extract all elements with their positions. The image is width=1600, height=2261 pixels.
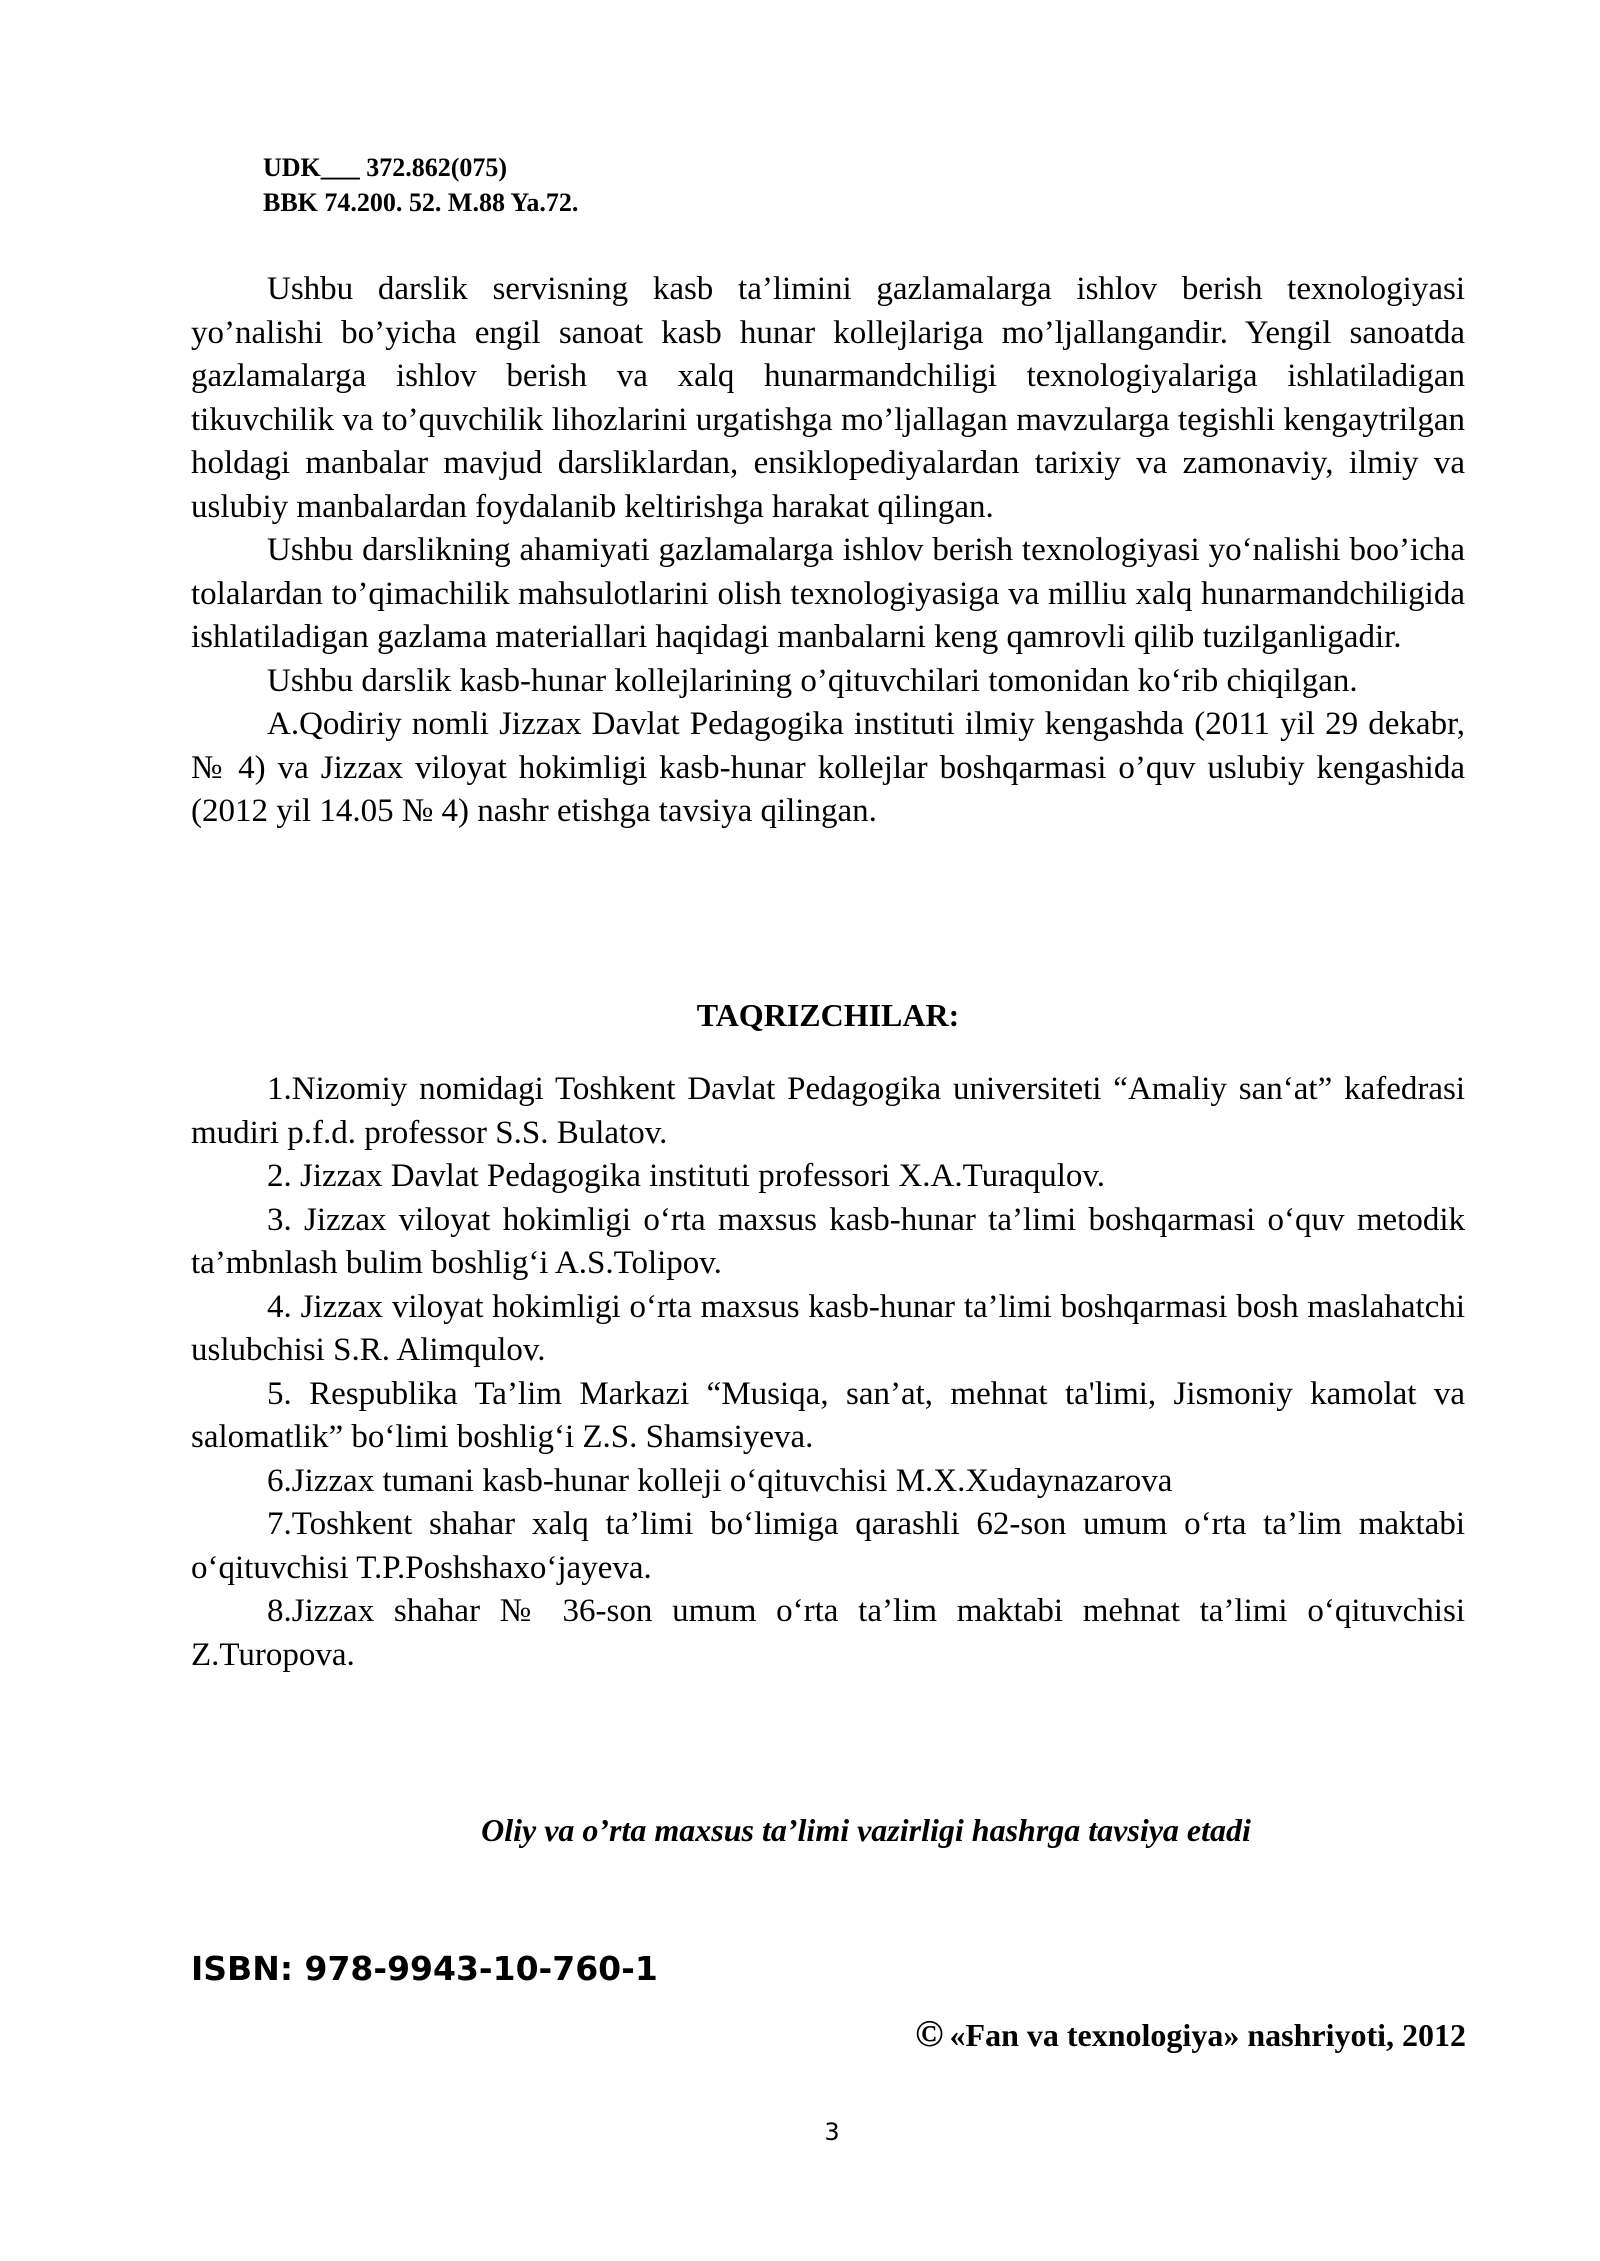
reviewers-list — [191, 1068, 1465, 1677]
annotation-text — [191, 268, 1465, 834]
reviewer-item: 6.Jizzax tumani kasb-hunar kolleji o‘qituvchisi M.X.Xudaynazarova — [267, 1462, 1173, 1499]
reviewer-item: 5. Respublika Ta’lim Markazi “Musiqa, san’at, mehnat ta'limi, Jismoniy kamolat va salomatlik” bo‘limi boshlig‘i Z.S. Shamsiyeva. — [191, 1375, 1465, 1455]
reviewers-heading: TAQRIZCHILAR: — [696, 997, 960, 1033]
copyright-text: «Fan va texnologiya» nashriyoti, 2012 — [949, 2017, 1466, 2053]
copyright-notice — [915, 2012, 1466, 2057]
classification-codes — [263, 150, 578, 220]
annotation-paragraph: A.Qodiriy nomli Jizzax Davlat Pedagogika instituti ilmiy kengashda (2011 yil 29 dekabr, № 4) va Jizzax viloyat hokimligi kasb-hunar kollejlar boshqarmasi o’quv uslubiy kengashida (2012 yil 14.05 № 4) nashr etishga tavsiya qilingan. — [191, 706, 1465, 829]
annotation-paragraph: Ushbu darslikning ahamiyati gazlamalarga ishlov berish texnologiyasi yo‘nalishi boo’icha tolalardan to’qimachilik mahsulotlarini olish texnologiyasiga va milliu xalq hunarmandchiligida ishlatiladigan gazlama materiallari haqidagi manbalarni keng qamrovli qilib tuzilganligadir. — [191, 532, 1465, 655]
annotation-paragraph: Ushbu darslik kasb-hunar kollejlarining o’qituvchilari tomonidan ko‘rib chiqilgan. — [267, 662, 1358, 699]
ministry-endorsement: Oliy va o’rta maxsus ta’limi vazirligi hashrga tavsiya etadi — [481, 1812, 1251, 1848]
reviewer-item: 4. Jizzax viloyat hokimligi o‘rta maxsus kasb-hunar ta’limi boshqarmasi bosh maslahatchi uslubchisi S.R. Alimqulov. — [191, 1288, 1465, 1368]
reviewer-item: 2. Jizzax Davlat Pedagogika instituti professori X.A.Turaqulov. — [267, 1158, 1106, 1194]
reviewer-item: 7.Toshkent shahar xalq ta’limi bo‘limiga qarashli 62-son umum o‘rta ta’lim maktabi o‘qituvchisi T.P.Poshshaxo‘jayeva. — [191, 1506, 1465, 1586]
udk-code: UDK___ 372.862(075) — [263, 153, 508, 182]
page-number: 3 — [824, 2118, 840, 2146]
reviewer-item: 3. Jizzax viloyat hokimligi o‘rta maxsus kasb-hunar ta’limi boshqarmasi o‘quv metodik ta’mbnlash bulim boshlig‘i A.S.Tolipov. — [191, 1201, 1465, 1281]
reviewer-item: 1.Nizomiy nomidagi Toshkent Davlat Pedagogika universiteti “Amaliy san‘at” kafedrasi mudiri p.f.d. professor S.S. Bulatov. — [191, 1071, 1465, 1151]
bbk-code: BBK 74.200. 52. M.88 Ya.72. — [263, 188, 579, 217]
copyright-icon: © — [915, 2013, 944, 2055]
reviewer-item: 8.Jizzax shahar № 36-son umum o‘rta ta’lim maktabi mehnat ta’limi o‘qituvchisi Z.Turopova. — [191, 1593, 1465, 1673]
annotation-paragraph: Ushbu darslik servisning kasb ta’limini gazlamalarga ishlov berish texnologiyasi yo’nalishi bo’yicha engil sanoat kasb hunar kollejlariga mo’ljallangandir. Yengil sanoatda gazlamalarga ishlov berish va xalq hunarmandchiligi texnologiyalariga ishlatiladigan tikuvchilik va to’quvchilik lihozlarini urgatishga mo’ljallagan mavzularga tegishli kengaytrilgan holdagi manbalar mavjud darsliklardan, ensiklopediyalardan tarixiy va zamonaviy, ilmiy va uslubiy manbalardan foydalanib keltirishga harakat qilingan. — [191, 271, 1465, 525]
isbn-number: ISBN: 978-9943-10-760-1 — [191, 1949, 658, 1988]
